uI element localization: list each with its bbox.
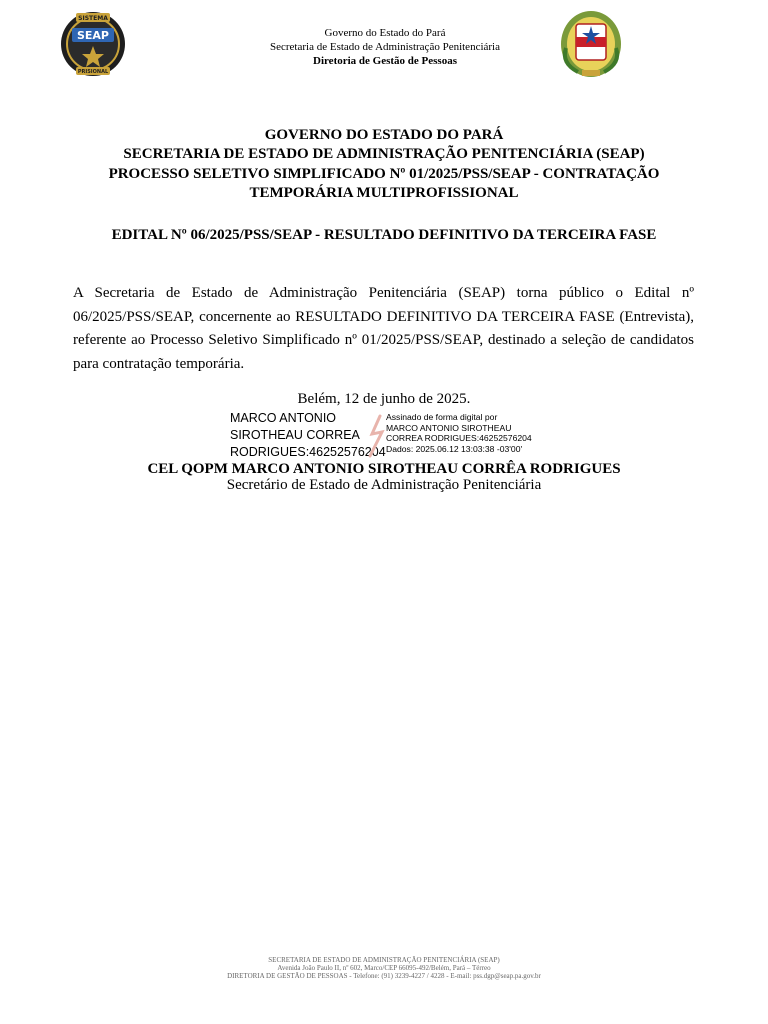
title-government: GOVERNO DO ESTADO DO PARÁ — [264, 127, 504, 143]
svg-text:PRISIONAL: PRISIONAL — [77, 69, 109, 75]
signature-detail-line: MARCO ANTONIO SIROTHEAU — [386, 422, 512, 433]
header-government: Governo do Estado do Pará — [324, 27, 446, 39]
svg-text:SEAP: SEAP — [76, 29, 110, 42]
body-paragraph: A Secretaria de Estado de Administração Penitenciária (SEAP) torna público o Edital nº 06/2025/PSS/SEAP, concernente ao RESULTADO DEFINITIVO DA TERCEIRA FASE (Entrevista), referente ao Processo Seletivo Simplificado nº 01/2025/PSS/SEAP, destinado a seleção de candidatos para contratação temporária. — [73, 285, 694, 372]
title-process-continued: TEMPORÁRIA MULTIPROFISSIONAL — [249, 185, 519, 201]
seap-logo — [58, 10, 128, 78]
header-directorate: Diretoria de Gestão de Pessoas — [313, 55, 457, 67]
title-process: PROCESSO SELETIVO SIMPLIFICADO Nº 01/2025/PSS/SEAP - CONTRATAÇÃO — [108, 166, 660, 182]
svg-text:SISTEMA: SISTEMA — [78, 15, 108, 22]
footer-address: Avenida João Paulo II, nº 602, Marco/CEP 66095-492/Belém, Pará – Térreo — [277, 964, 491, 972]
signature-detail-line: Dados: 2025.06.12 13:03:38 -03'00' — [386, 443, 523, 454]
header-secretariat: Secretaria de Estado de Administração Penitenciária — [270, 41, 500, 53]
signer-role: Secretário de Estado de Administração Penitenciária — [226, 477, 542, 493]
signature-name-line: SIROTHEAU CORREA — [230, 428, 360, 442]
signer-name: CEL QOPM MARCO ANTONIO SIROTHEAU CORRÊA RODRIGUES — [147, 461, 621, 477]
footer-secretariat: SECRETARIA DE ESTADO DE ADMINISTRAÇÃO PENITENCIÁRIA (SEAP) — [268, 956, 500, 964]
signature-detail-line: CORREA RODRIGUES:46252576204 — [386, 433, 532, 444]
edital-title: EDITAL Nº 06/2025/PSS/SEAP - RESULTADO DEFINITIVO DA TERCEIRA FASE — [111, 227, 657, 243]
signature-name-line: RODRIGUES:46252576204 — [230, 445, 386, 459]
footer-contact: DIRETORIA DE GESTÃO DE PESSOAS - Telefone: (91) 3239-4227 / 4228 - E-mail: pss.dgp@seap.pa.gov.br — [227, 972, 541, 980]
para-state-coat-of-arms — [556, 8, 626, 80]
signature-detail-line: Assinado de forma digital por — [386, 412, 498, 422]
document-date: Belém, 12 de junho de 2025. — [297, 391, 471, 407]
digital-signature-details — [386, 412, 532, 454]
signature-name-line: MARCO ANTONIO — [230, 411, 337, 425]
title-secretariat: SECRETARIA DE ESTADO DE ADMINISTRAÇÃO PENITENCIÁRIA (SEAP) — [123, 146, 645, 162]
